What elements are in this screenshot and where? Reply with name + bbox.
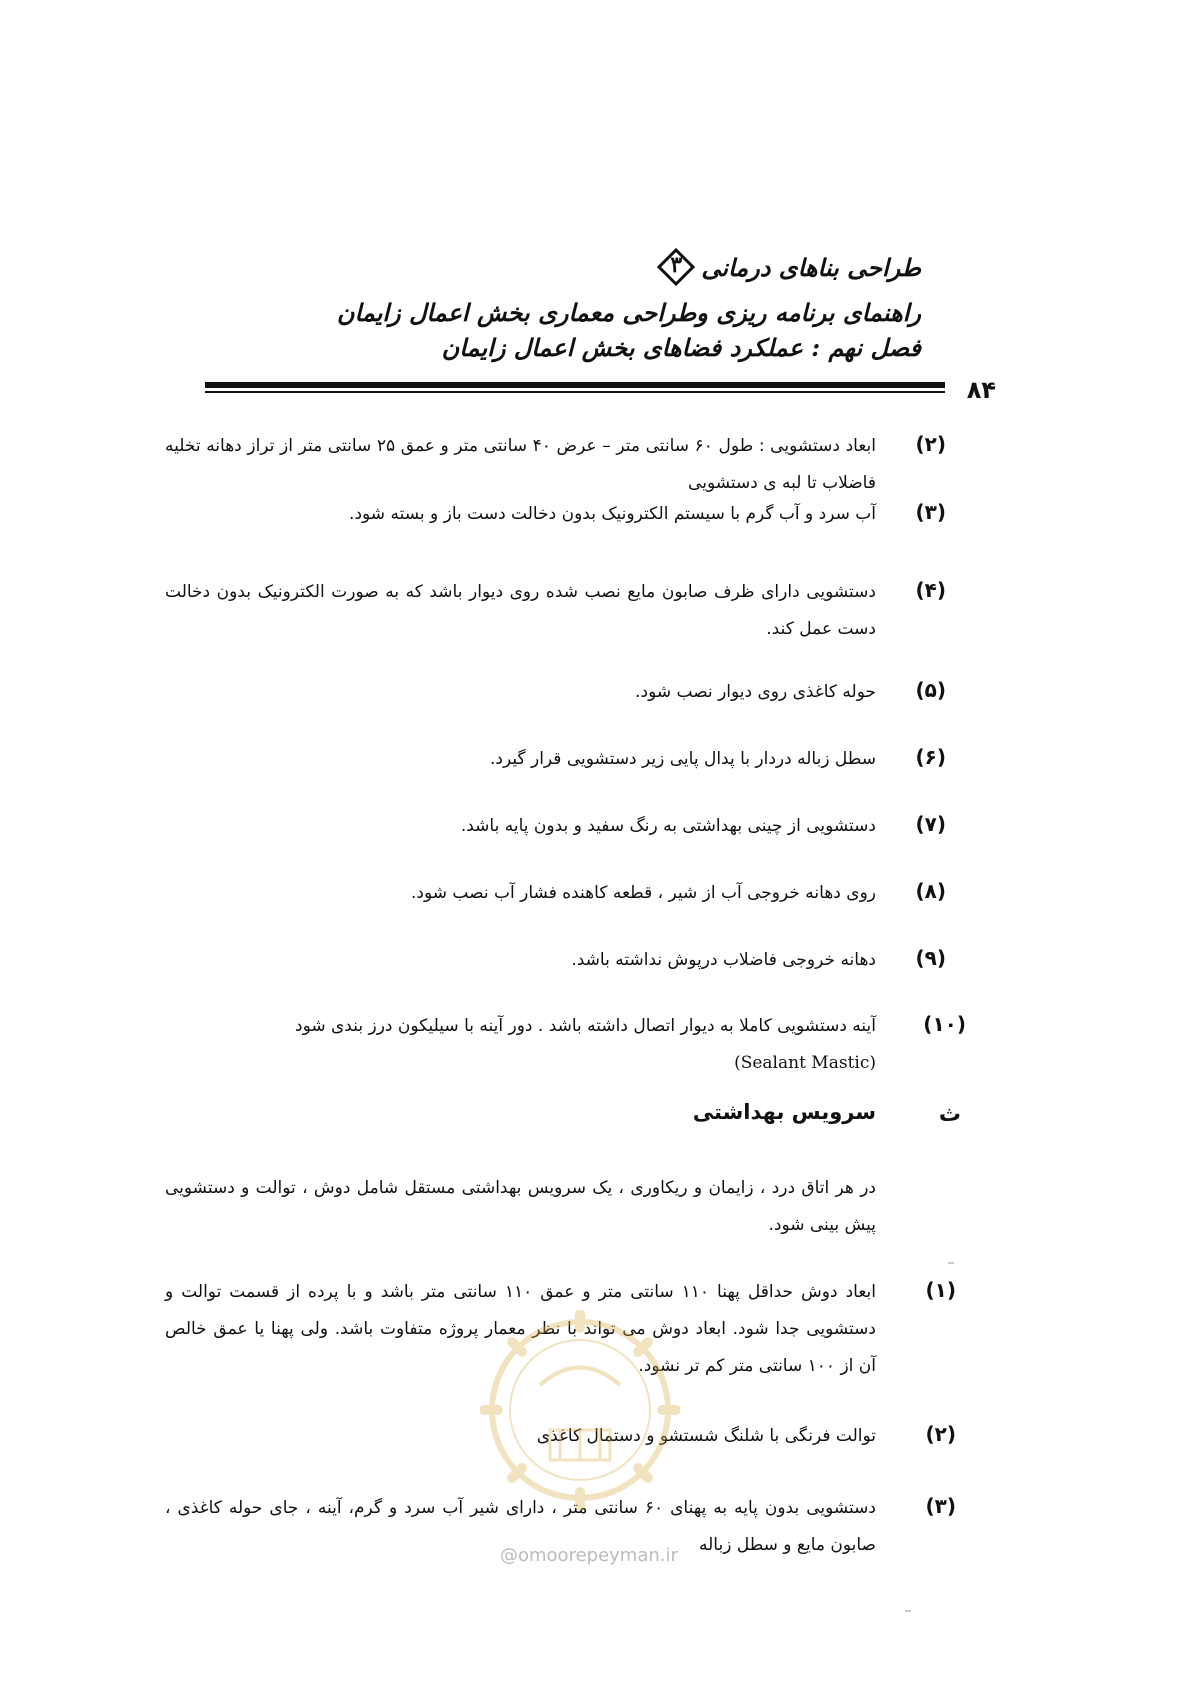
watermark-handle: @omoorepeyman.ir (500, 1545, 678, 1566)
list-item: دستشویی از چینی بهداشتی به رنگ سفید و بدون پایه باشد. (460, 816, 876, 836)
list-item: روی دهانه خروجی آب از شیر ، قطعه کاهنده فشار آب نصب شود. (411, 883, 876, 903)
chapter-title: فصل نهم : عملکرد فضاهای بخش اعمال زایمان (441, 333, 921, 362)
item-number: (۱) (925, 1278, 956, 1302)
scan-mark (905, 1610, 911, 1612)
book-title (657, 248, 921, 286)
list-item: ابعاد دستشویی : طول ۶۰ سانتی متر – عرض ۴۰ سانتی متر و عمق ۲۵ سانتی متر از تراز دهانه تخلیه فاضلاب تا لبه ی دستشویی (165, 436, 876, 493)
item-number: (۴) (915, 578, 946, 602)
item-number: (۳) (925, 1494, 956, 1518)
item-number: (۸) (915, 879, 946, 903)
list-item-text: آینه دستشویی کاملا به دیوار اتصال داشته باشد . دور آینه با سیلیکون درز بندی شود (295, 1016, 876, 1036)
subtitle: راهنمای برنامه ریزی وطراحی معماری بخش اعمال زایمان (336, 298, 921, 327)
list-item: آب سرد و آب گرم با سیستم الکترونیک بدون دخالت دست باز و بسته شود. (349, 504, 876, 524)
section-intro: در هر اتاق درد ، زایمان و ریکاوری ، یک سرویس بهداشتی مستقل شامل دوش ، توالت و دستشویی پیش بینی شود. (165, 1178, 876, 1235)
section-title: سرویس بهداشتی (692, 1100, 876, 1124)
section-letter: ث (938, 1102, 961, 1127)
latin-term: (Sealant Mastic) (734, 1053, 876, 1073)
item-number: (۳) (915, 500, 946, 524)
header-rule (205, 382, 945, 388)
item-number: (۵) (915, 678, 946, 702)
list-item: حوله کاغذی روی دیوار نصب شود. (635, 682, 876, 702)
list-item: سطل زباله دردار با پدال پایی زیر دستشویی قرار گیرد. (490, 749, 876, 769)
volume-number: ۳ (670, 252, 683, 278)
item-number: (۲) (925, 1422, 956, 1446)
item-number: (۲) (915, 432, 946, 456)
list-item: دستشویی دارای ظرف صابون مایع نصب شده روی دیوار باشد که به صورت الکترونیک بدون دخالت دست عمل کند. (165, 582, 876, 639)
list-item (165, 1008, 876, 1082)
list-item: توالت فرنگی با شلنگ شستشو و دستمال کاغذی (536, 1426, 876, 1446)
page-number: ۸۴ (966, 376, 996, 404)
list-item: دستشویی بدون پایه به پهنای ۶۰ سانتی متر ، دارای شیر آب سرد و گرم، آینه ، جای حوله کاغذی ، صابون مایع و سطل زباله (165, 1498, 876, 1555)
item-number: (۱۰) (923, 1012, 966, 1036)
list-item: ابعاد دوش حداقل پهنا ۱۱۰ سانتی متر و عمق ۱۱۰ سانتی متر باشد و با پرده از قسمت توالت و دستشویی جدا شود. ابعاد دوش می تواند با نظر معمار پروژه متفاوت باشد. ولی پهنا یا عمق خالص آن از ۱۰۰ سانتی متر کم تر نشود. (165, 1282, 876, 1376)
scan-mark (948, 1262, 954, 1264)
watermark-logo (480, 1310, 680, 1510)
book-title-text: طراحی بناهای درمانی (701, 252, 921, 282)
volume-badge (657, 248, 695, 286)
list-item: دهانه خروجی فاضلاب درپوش نداشته باشد. (571, 950, 876, 970)
item-number: (۷) (915, 812, 946, 836)
item-number: (۶) (915, 745, 946, 769)
item-number: (۹) (915, 946, 946, 970)
header-rule-thin (205, 391, 945, 393)
